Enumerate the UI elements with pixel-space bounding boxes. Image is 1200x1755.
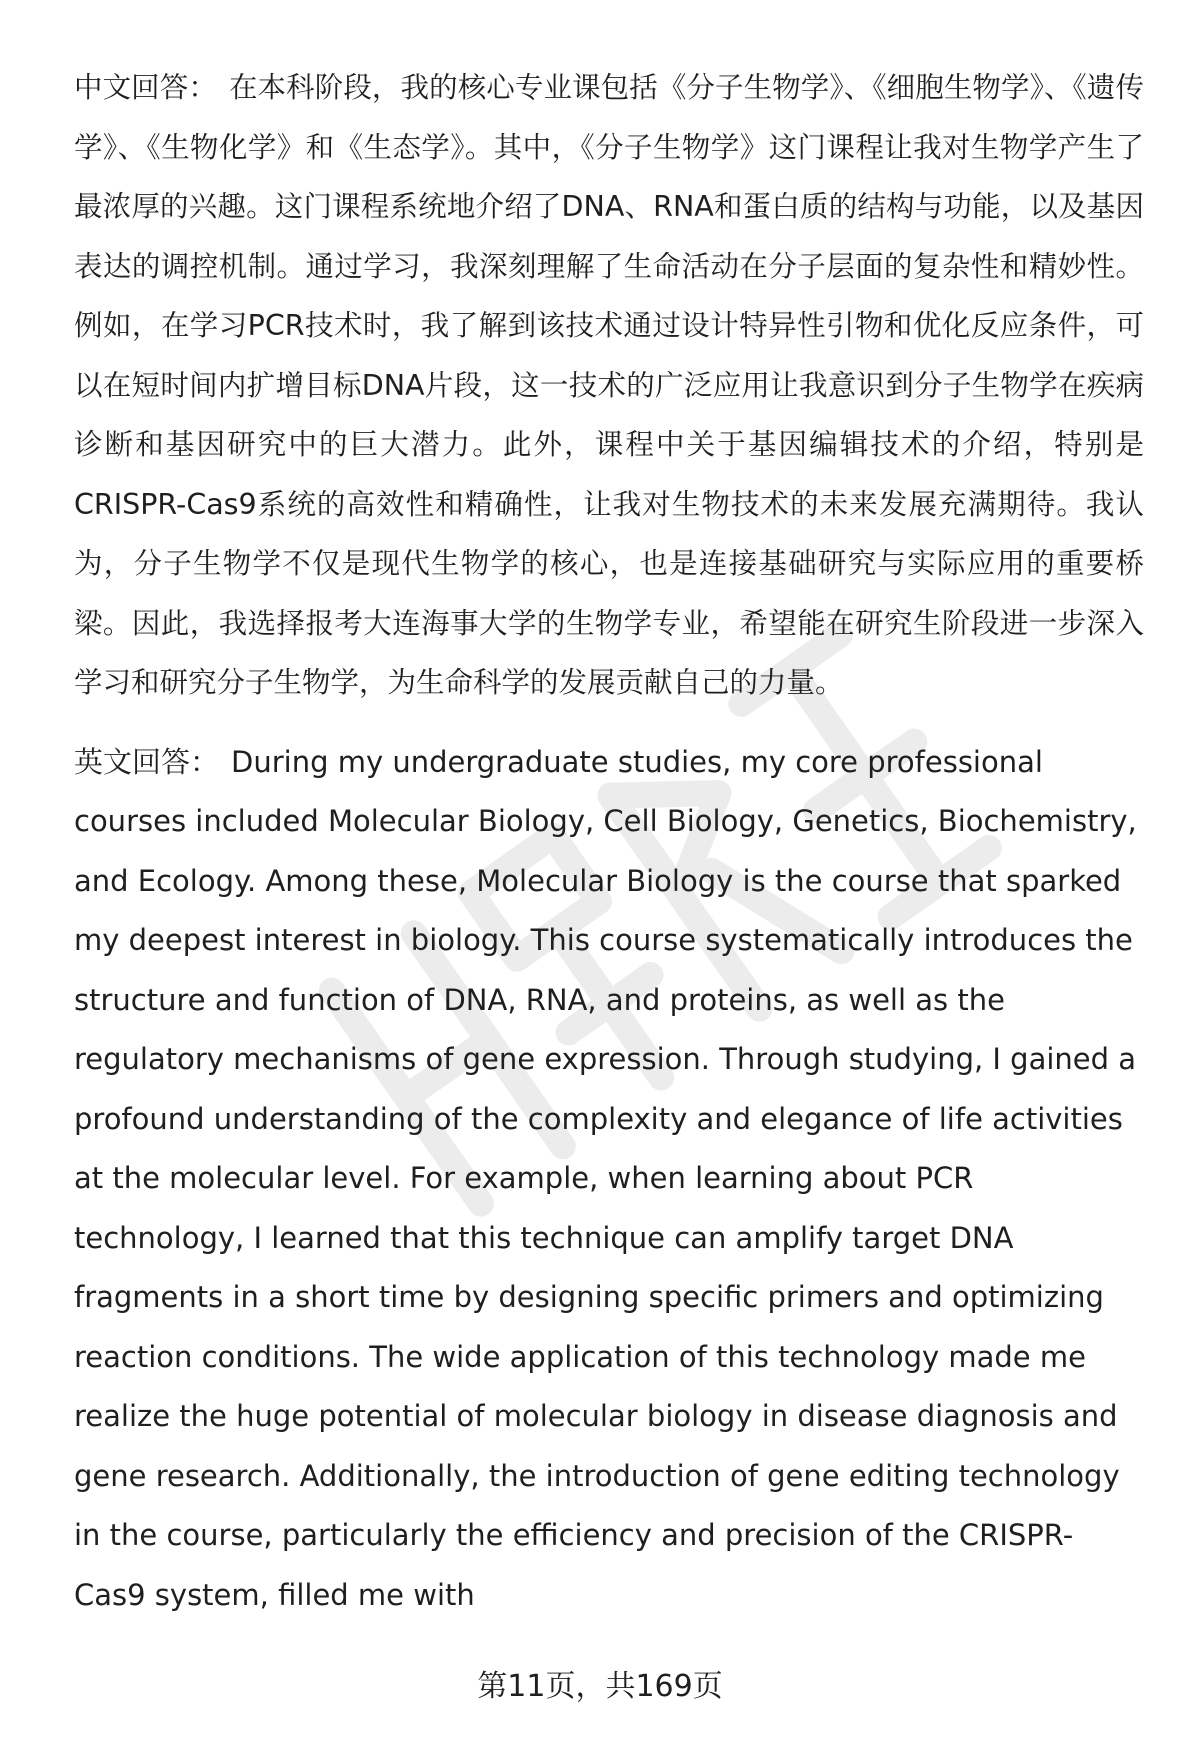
english-answer-text: During my undergraduate studies, my core professional courses included Molecular Biology, Cell Biology, Genetics, Biochemistry, and Ecology. Among these, Molecular Biology is the course that sparked my deepest interest in biology. This course systematically introduces the structure and function of DNA, RNA, and proteins, as well as the regulatory mechanisms of gene expression. Through studying, I gained a profound understanding of the complexity and elegance of life activities at the molecular level. For example, when learning about PCR technology, I learned that this technique can amplify target DNA fragments in a short time by designing specific primers and optimizing reaction conditions. The wide application of this technology made me realize the huge potential of molecular biology in disease diagnosis and gene research. Additionally, the introduction of gene editing technology in the course, particularly the efficiency and precision of the CRISPR-Cas9 system, filled me with: [74, 744, 1137, 1612]
chinese-answer-text: 在本科阶段，我的核心专业课包括《分子生物学》、《细胞生物学》、《遗传学》、《生物化学》和《生态学》。其中，《分子生物学》这门课程让我对生物学产生了最浓厚的兴趣。这门课程系统地介绍了DNA、RNA和蛋白质的结构与功能，以及基因表达的调控机制。通过学习，我深刻理解了生命活动在分子层面的复杂性和精妙性。例如，在学习PCR技术时，我了解到该技术通过设计特异性引物和优化反应条件，可以在短时间内扩增目标DNA片段，这一技术的广泛应用让我意识到分子生物学在疾病诊断和基因研究中的巨大潜力。此外，课程中关于基因编辑技术的介绍，特别是CRISPR-Cas9系统的高效性和精确性，让我对生物技术的未来发展充满期待。我认为，分子生物学不仅是现代生物学的核心，也是连接基础研究与实际应用的重要桥梁。因此，我选择报考大连海事大学的生物学专业，希望能在研究生阶段进一步深入学习和研究分子生物学，为生命科学的发展贡献自己的力量。: [74, 71, 1144, 699]
answer-content: [74, 58, 1144, 1625]
page-indicator: 第11页，共169页: [477, 1669, 723, 1704]
english-answer-label: 英文回答：: [74, 744, 220, 779]
english-answer-paragraph: [74, 733, 1144, 1626]
chinese-answer-label: 中文回答：: [74, 71, 217, 104]
chinese-answer-paragraph: [74, 58, 1144, 713]
